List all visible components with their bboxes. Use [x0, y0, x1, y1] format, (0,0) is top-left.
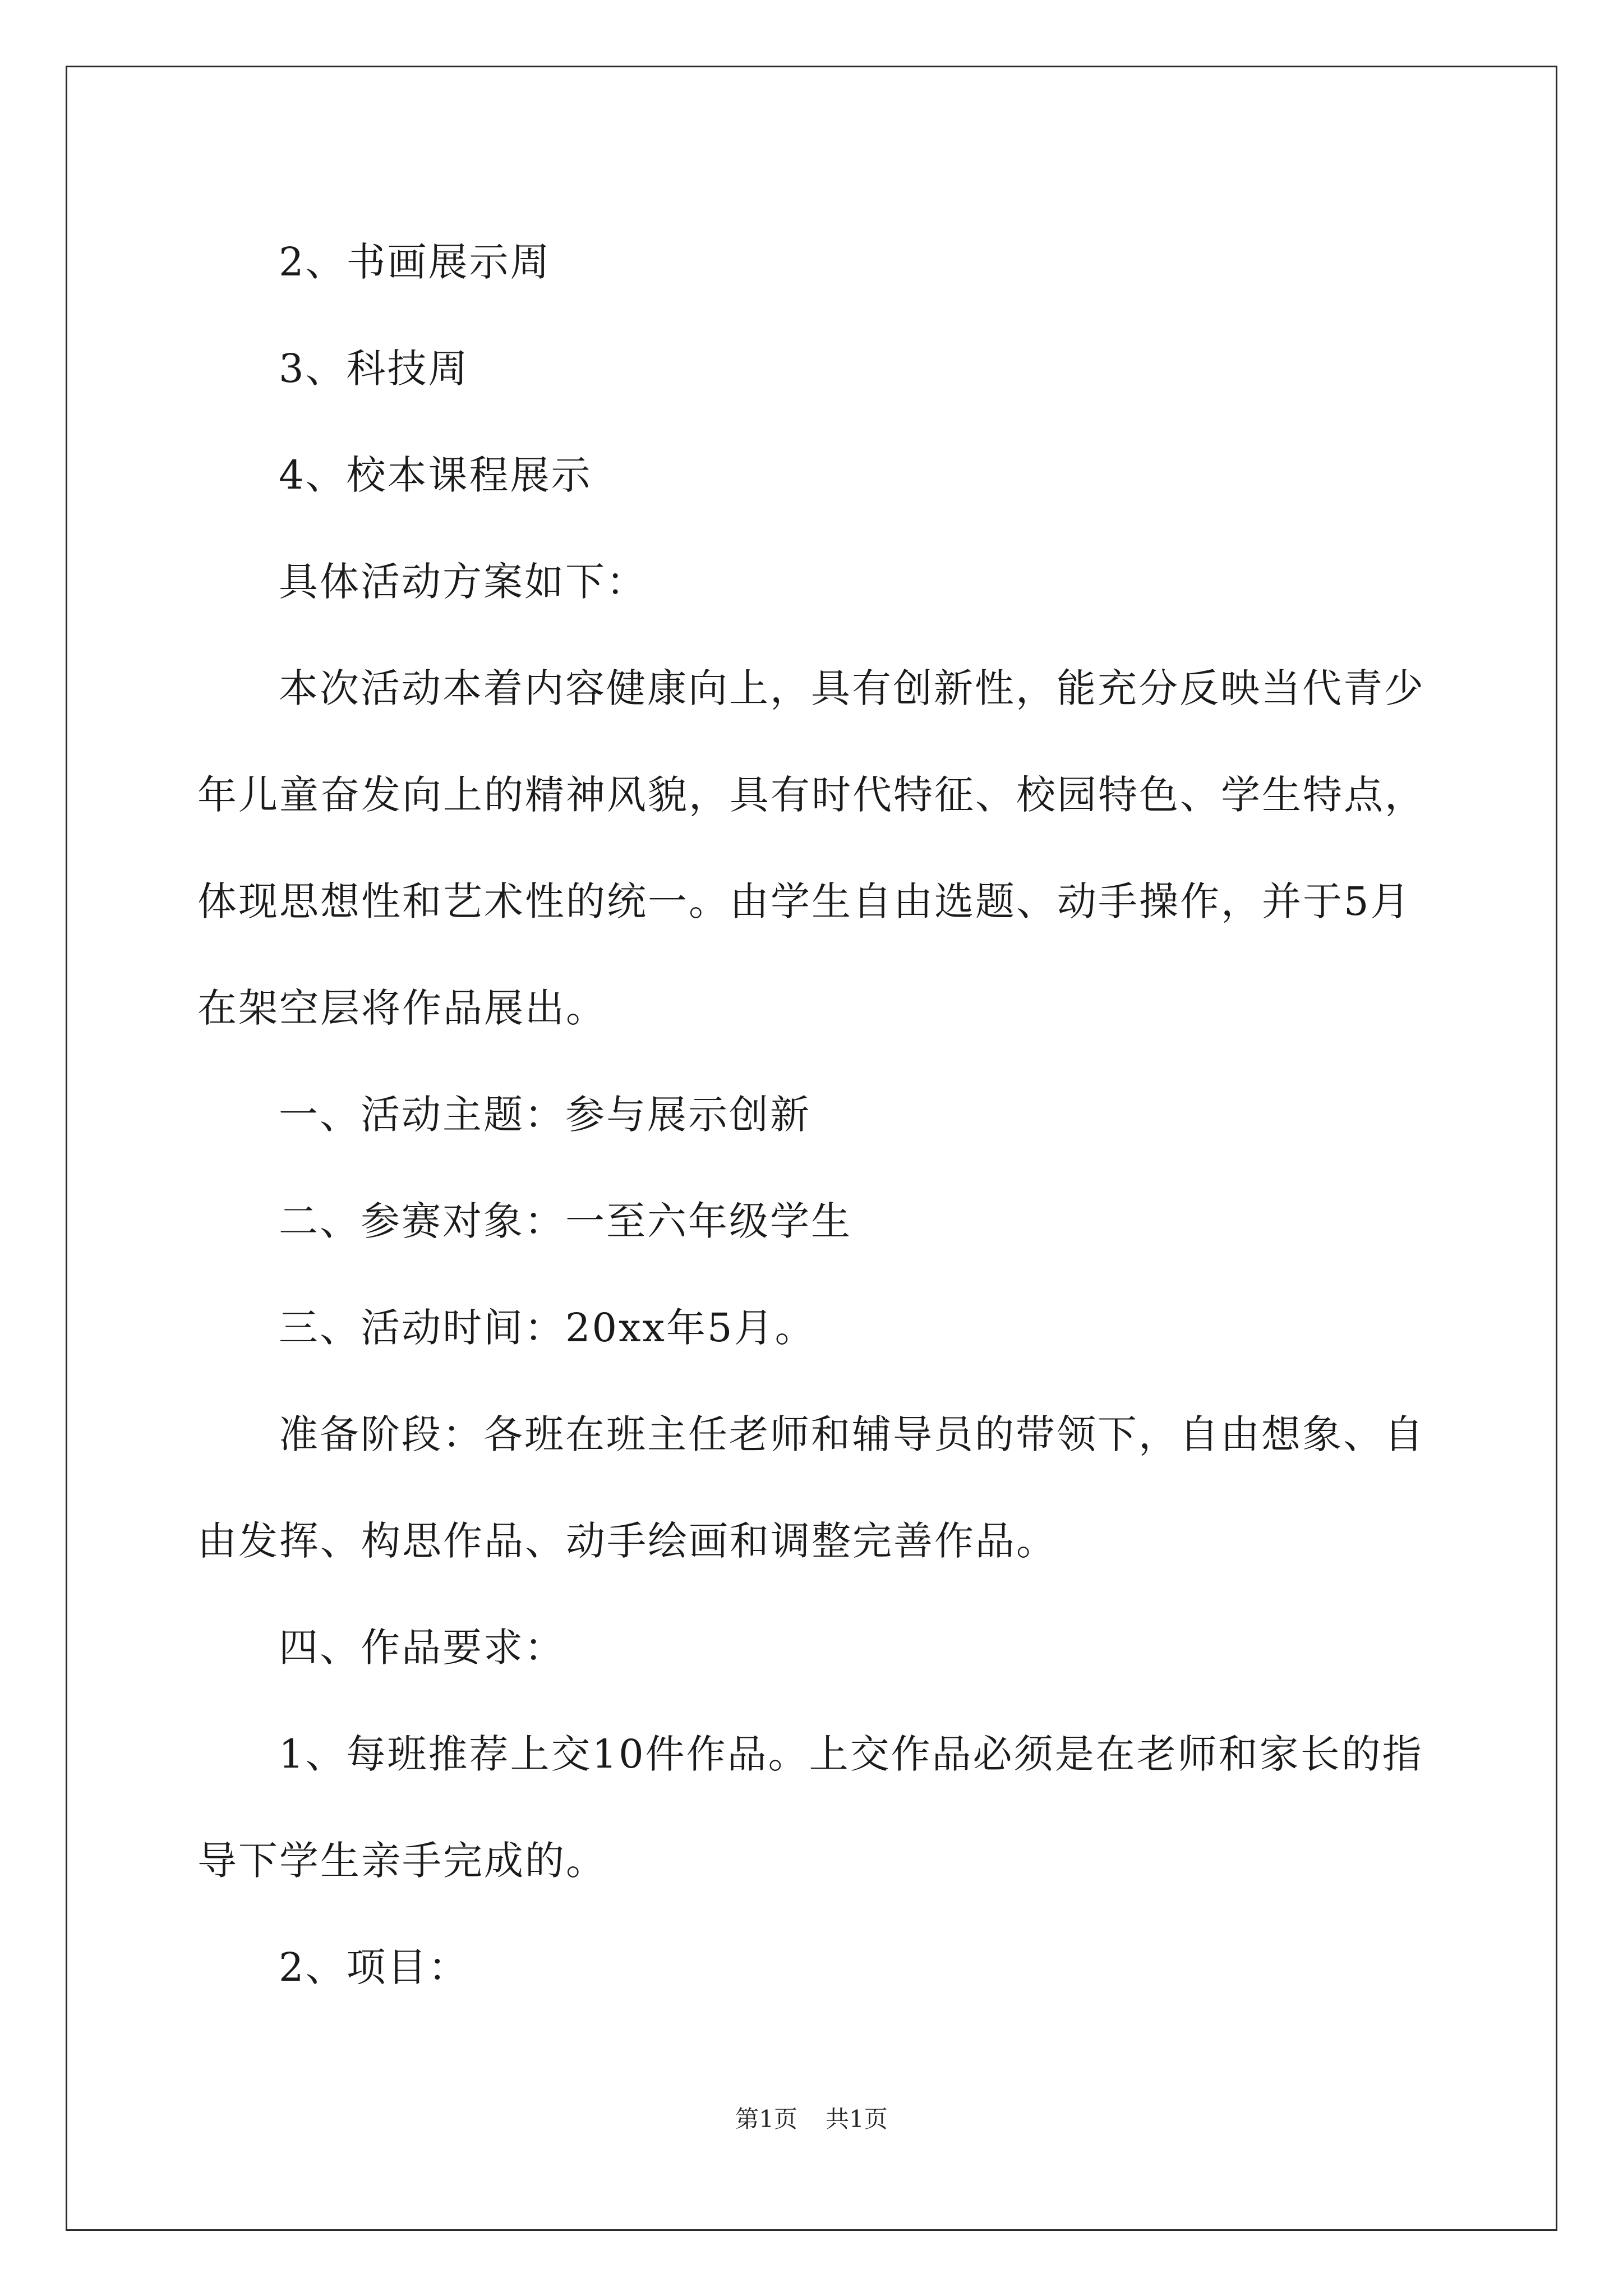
- paragraph: 本次活动本着内容健康向上，具有创新性，能充分反映当代青少年儿童奋发向上的精神风貌，具有时代特征、校园特色、学生特点，体现思想性和艺术性的统一。由学生自由选题、动手操作，并于5月在架空层将作品展出。: [197, 665, 1426, 1031]
- page-number-total: 共1页: [826, 2105, 888, 2133]
- paragraph: 一、活动主题：参与展示创新: [279, 1092, 811, 1138]
- paragraph: 4、校本课程展示: [279, 452, 592, 498]
- paragraph: 三、活动时间：20xx年5月。: [279, 1305, 816, 1351]
- paragraph: 准备阶段：各班在班主任老师和辅导员的带领下，自由想象、自由发挥、构思作品、动手绘画和调整完善作品。: [197, 1411, 1425, 1564]
- paragraph: 1、每班推荐上交10件作品。上交作品必须是在老师和家长的指导下学生亲手完成的。: [197, 1731, 1423, 1884]
- document-body: [197, 209, 1431, 2021]
- paragraph: 2、书画展示周: [279, 239, 551, 285]
- page-footer: [0, 2101, 1623, 2134]
- paragraph: 3、科技周: [279, 346, 469, 392]
- paragraph: 具体活动方案如下：: [279, 559, 647, 605]
- paragraph: 二、参赛对象：一至六年级学生: [279, 1198, 852, 1244]
- page-number-current: 第1页: [735, 2105, 797, 2133]
- paragraph: 四、作品要求：: [279, 1625, 565, 1671]
- paragraph: 2、项目：: [279, 1944, 469, 1990]
